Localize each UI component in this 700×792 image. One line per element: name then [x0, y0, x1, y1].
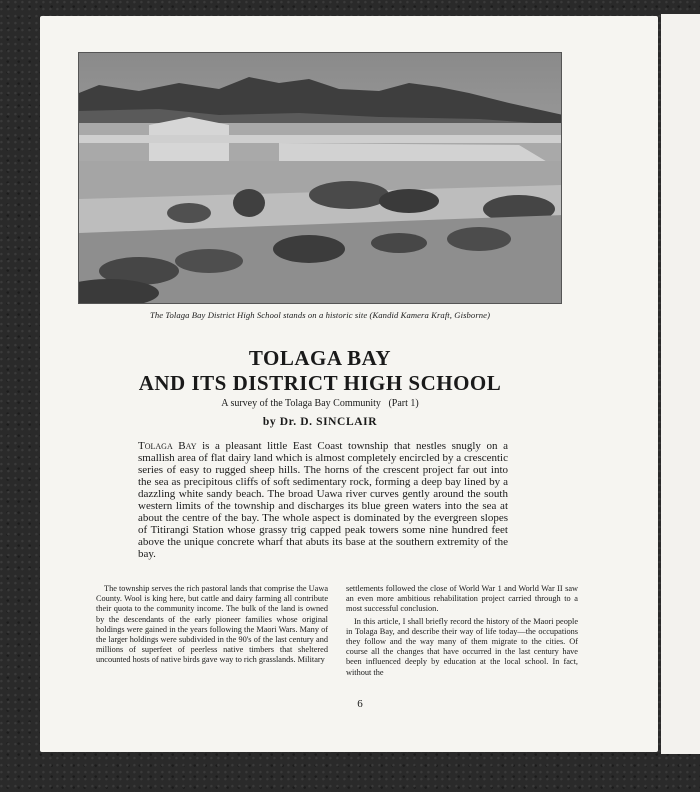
subtitle-part: (Part 1): [388, 398, 419, 409]
right-paragraph-1: settlements followed the close of World War 1 and World War II saw an even more ambitious rehabilitation project carried through to a most successful conclusion.: [346, 584, 578, 614]
intro-body: is a pleasant little East Coast township that nestles snugly on a smallish area of flat dairy land which is almost completely encircled by a crescentic series of easy to rugged sheep hills. The horns of the crescent project far out into the sea as precipitous cliffs of soft sedimentary rock, forming a deep bay lined by a dazzling white sandy beach. The broad Uawa river curves gently around the south western limits of the township and discharges its blue green waters into the sea at about the centre of the bay. The whole aspect is dominated by the evergreen slopes of Titirangi Station whose grassy trig capped peak towers some nine hundred feet above the unique concrete wharf that abuts its base at the southern extremity of the bay.: [138, 440, 508, 560]
article-author: by Dr. D. SINCLAIR: [262, 416, 378, 428]
body-column-right: [346, 584, 578, 678]
article-title: [40, 346, 600, 396]
title-line-1: TOLAGA BAY: [248, 346, 392, 370]
school-photo: [78, 52, 562, 304]
subtitle-text: A survey of the Tolaga Bay Community: [221, 398, 381, 409]
adjacent-page-edge: [661, 14, 700, 754]
body-column-left: [96, 584, 328, 666]
title-line-2: AND ITS DISTRICT HIGH SCHOOL: [138, 371, 502, 395]
photo-caption: The Tolaga Bay District High School stands on a historic site (Kandid Kamera Kraft, Gisborne): [149, 310, 491, 320]
left-paragraph-1: The township serves the rich pastoral lands that comprise the Uawa County. Wool is king here, but cattle and dairy farming all contribute their quota to the community income. The bulk of the land is owned by the descendants of the early pioneer families whose original holdings were gained in the years following the Maori Wars. Many of the larger holdings were subdivided in the 90's of the last century and millions of superfeet of peerless native timbers that sheltered uncounted hosts of native birds gave way to rich grasslands. Military: [96, 584, 328, 665]
intro-lead: Tolaga Bay: [138, 440, 197, 452]
article-subtitle: [40, 398, 600, 409]
page-number: 6: [357, 698, 363, 710]
intro-paragraph: [138, 440, 508, 560]
right-paragraph-2: In this article, I shall briefly record the history of the Maori people in Tolaga Bay, and describe their way of life today—the occupations they follow and the way many of them migrate to the cities. Of course all the changes that have occurred in the last century have been influenced deeply by education at the local school. In fact, without the: [346, 616, 578, 677]
